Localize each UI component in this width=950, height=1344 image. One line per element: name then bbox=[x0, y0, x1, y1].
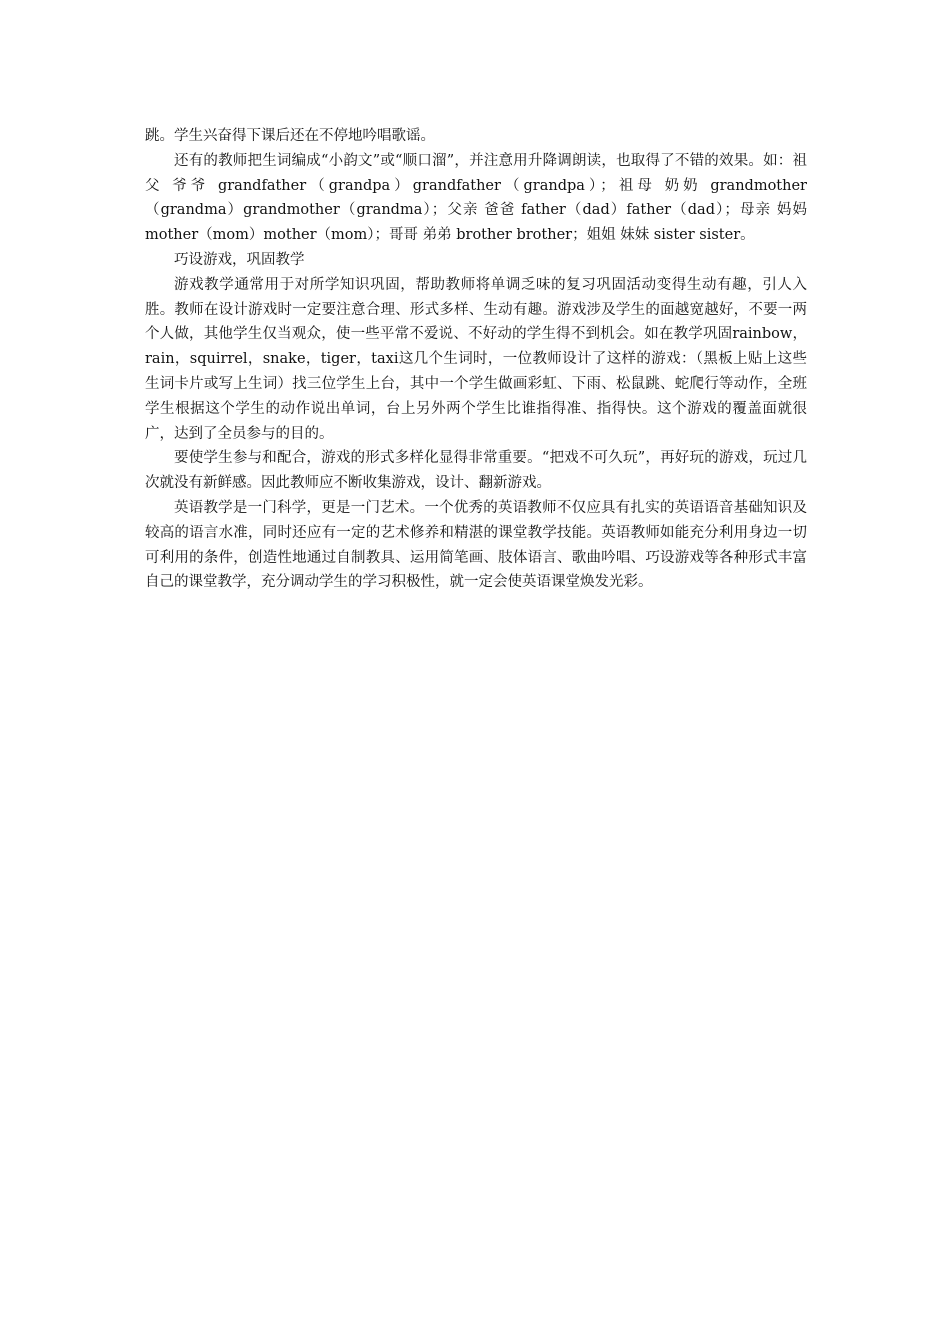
paragraph-conclusion: 英语教学是一门科学，更是一门艺术。一个优秀的英语教师不仅应具有扎实的英语语音基础知识及较高的语言水准，同时还应有一定的艺术修养和精湛的课堂教学技能。英语教师如能充分利用身边一切可利用的条件，创造性地通过自制教具、运用简笔画、肢体语言、歌曲吟唱、巧设游戏等各种形式丰富自己的课堂教学，充分调动学生的学习积极性，就一定会使英语课堂焕发光彩。 bbox=[145, 499, 807, 591]
document-body bbox=[145, 124, 807, 595]
section-heading: 巧设游戏，巩固教学 bbox=[174, 251, 305, 268]
paragraph-continuation: 跳。学生兴奋得下课后还在不停地吟唱歌谣。 bbox=[145, 128, 435, 144]
paragraph-rhyme-example: 还有的教师把生词编成“小韵文”或“顺口溜”，并注意用升降调朗读，也取得了不错的效果。如：祖父 爷爷 grandfather（grandpa）grandfather（grandpa）；祖母 奶奶 grandmother（grandma）grandmother（grandma）；父亲 爸爸 father（dad）father（dad）；母亲 妈妈 mother（mom）mother（mom）；哥哥 弟弟 brother brother；姐姐 妹妹 sister sister。 bbox=[145, 152, 807, 244]
paragraph-game-teaching: 游戏教学通常用于对所学知识巩固，帮助教师将单调乏味的复习巩固活动变得生动有趣，引人入胜。教师在设计游戏时一定要注意合理、形式多样、生动有趣。游戏涉及学生的面越宽越好，不要一两个人做，其他学生仅当观众，使一些平常不爱说、不好动的学生得不到机会。如在教学巩固rainbow，rain，squirrel，snake，tiger，taxi这几个生词时，一位教师设计了这样的游戏：（黑板上贴上这些生词卡片或写上生词）找三位学生上台，其中一个学生做画彩虹、下雨、松鼠跳、蛇爬行等动作，全班学生根据这个学生的动作说出单词，台上另外两个学生比谁指得准、指得快。这个游戏的覆盖面就很广，达到了全员参与的目的。 bbox=[145, 276, 807, 442]
paragraph-game-variety: 要使学生参与和配合，游戏的形式多样化显得非常重要。“把戏不可久玩”，再好玩的游戏，玩过几次就没有新鲜感。因此教师应不断收集游戏，设计、翻新游戏。 bbox=[145, 450, 807, 492]
